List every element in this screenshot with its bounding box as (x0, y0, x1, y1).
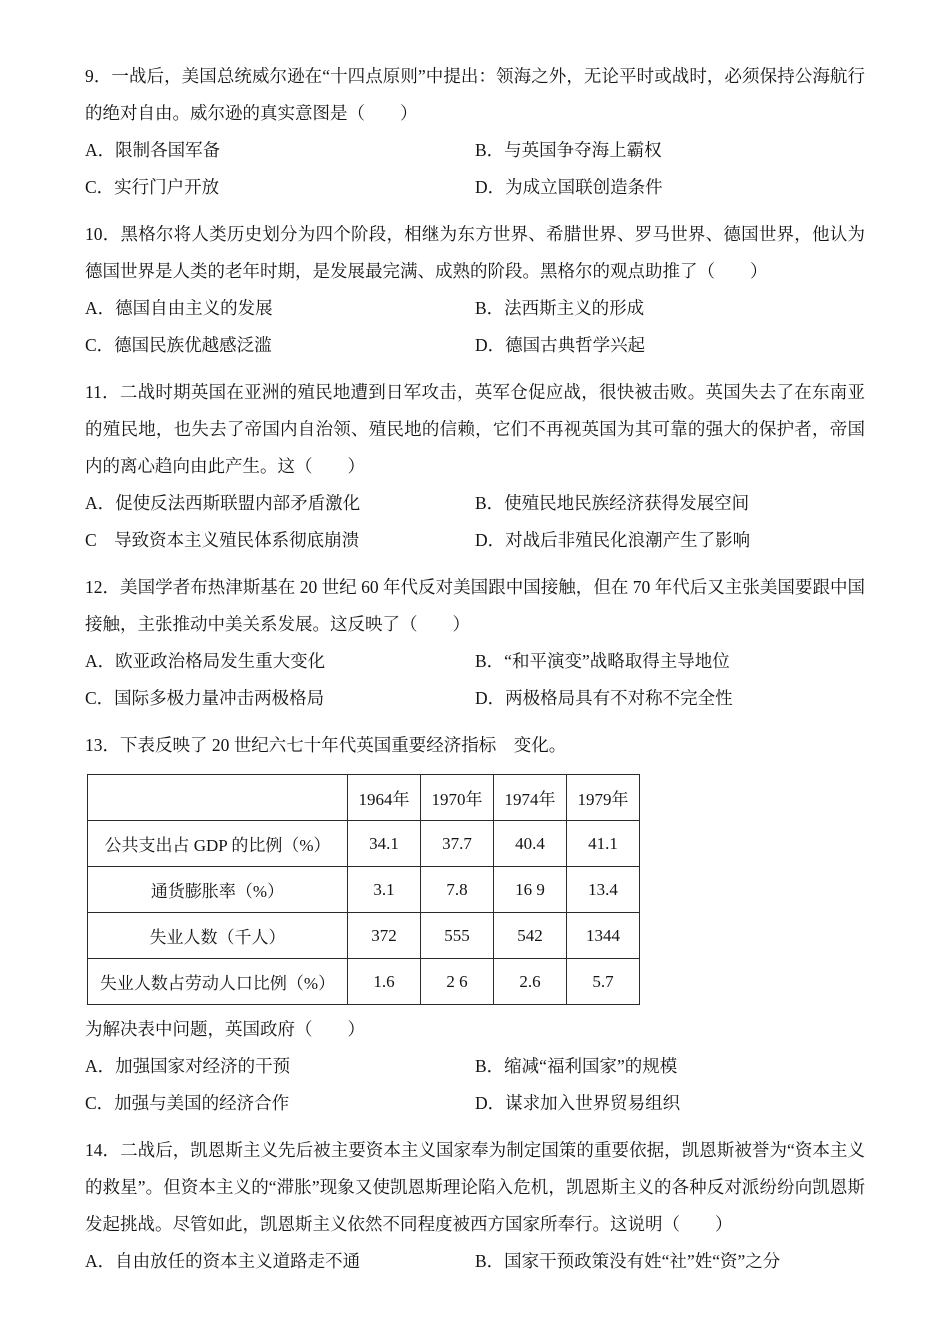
question-10-stem: 10．黑格尔将人类历史划分为四个阶段，相继为东方世界、希腊世界、罗马世界、德国世界，他认为德国世界是人类的老年时期，是发展最完满、成熟的阶段。黑格尔的观点助推了（ ） (85, 224, 865, 281)
question-9-options-row-1 (85, 132, 865, 169)
question-9-option-b: B．与英国争夺海上霸权 (475, 140, 662, 160)
question-12-option-a: A．欧亚政治格局发生重大变化 (85, 651, 326, 671)
table-cell: 372 (348, 913, 421, 959)
table-header-1979: 1979年 (567, 775, 640, 821)
question-11-option-d: D．对战后非殖民化浪潮产生了影响 (475, 530, 751, 550)
question-9-option-d: D．为成立国联创造条件 (475, 177, 663, 197)
question-12-options-row-1 (85, 643, 865, 680)
question-12-option-d: D．两极格局具有不对称不完全性 (475, 688, 733, 708)
table-row (88, 913, 640, 959)
question-13-option-c: C．加强与美国的经济合作 (85, 1093, 290, 1113)
question-14-options-row-1 (85, 1243, 865, 1280)
question-11-options-row-1 (85, 485, 865, 522)
row-label-unemployment-rate: 失业人数占劳动人口比例（%） (88, 959, 348, 1005)
question-9-option-c: C．实行门户开放 (85, 177, 220, 197)
table-cell: 2.6 (494, 959, 567, 1005)
question-11 (85, 374, 865, 559)
table-header-row (88, 775, 640, 821)
table-header-1970: 1970年 (421, 775, 494, 821)
table-cell: 3.1 (348, 867, 421, 913)
question-9-stem: 9．一战后，美国总统威尔逊在“十四点原则”中提出：领海之外，无论平时或战时，必须保持公海航行的绝对自由。威尔逊的真实意图是（ ） (85, 66, 865, 123)
question-9-option-a: A．限制各国军备 (85, 140, 221, 160)
table-cell: 7.8 (421, 867, 494, 913)
table-corner-cell (88, 775, 348, 821)
question-12 (85, 569, 865, 717)
table-row (88, 959, 640, 1005)
question-11-option-a: A．促使反法西斯联盟内部矛盾激化 (85, 493, 361, 513)
table-cell: 41.1 (567, 821, 640, 867)
question-13-options-row-2 (85, 1085, 865, 1122)
table-row (88, 821, 640, 867)
question-12-option-c: C．国际多极力量冲击两极格局 (85, 688, 325, 708)
table-cell: 542 (494, 913, 567, 959)
question-10-option-a: A．德国自由主义的发展 (85, 298, 273, 318)
question-14 (85, 1132, 865, 1280)
row-label-public-spending: 公共支出占 GDP 的比例（%） (88, 821, 348, 867)
table-cell: 16 9 (494, 867, 567, 913)
table-cell: 5.7 (567, 959, 640, 1005)
table-cell: 13.4 (567, 867, 640, 913)
question-13-options-row-1 (85, 1048, 865, 1085)
question-13 (85, 727, 865, 1122)
row-label-inflation: 通货膨胀率（%） (88, 867, 348, 913)
question-13-option-b: B．缩减“福利国家”的规模 (475, 1056, 678, 1076)
table-cell: 37.7 (421, 821, 494, 867)
question-12-options-row-2 (85, 680, 865, 717)
question-14-stem: 14．二战后，凯恩斯主义先后被主要资本主义国家奉为制定国策的重要依据，凯恩斯被誉为“资本主义的救星”。但资本主义的“滞胀”现象又使凯恩斯理论陷入危机，凯恩斯主义的各种反对派纷纷向凯恩斯发起挑战。尽管如此，凯恩斯主义依然不同程度被西方国家所奉行。这说明（ ） (85, 1140, 865, 1234)
question-13-option-d: D．谋求加入世界贸易组织 (475, 1093, 681, 1113)
table-cell: 40.4 (494, 821, 567, 867)
question-12-stem: 12．美国学者布热津斯基在 20 世纪 60 年代反对美国跟中国接触，但在 70 年代后又主张美国要跟中国接触，主张推动中美关系发展。这反映了（ ） (85, 577, 865, 634)
table-cell: 1344 (567, 913, 640, 959)
table-row (88, 867, 640, 913)
question-10-option-d: D．德国古典哲学兴起 (475, 335, 646, 355)
question-14-option-a: A．自由放任的资本主义道路走不通 (85, 1251, 361, 1271)
question-11-options-row-2 (85, 522, 865, 559)
table-header-1974: 1974年 (494, 775, 567, 821)
question-11-stem: 11．二战时期英国在亚洲的殖民地遭到日军攻击，英军仓促应战，很快被击败。英国失去了在东南亚的殖民地，也失去了帝国内自治领、殖民地的信赖，它们不再视英国为其可靠的强大的保护者，帝国内的离心趋向由此产生。这（ ） (85, 382, 865, 476)
question-9-options-row-2 (85, 169, 865, 206)
question-9 (85, 58, 865, 206)
question-14-option-b: B．国家干预政策没有姓“社”姓“资”之分 (475, 1251, 781, 1271)
table-cell: 1.6 (348, 959, 421, 1005)
question-10-option-b: B．法西斯主义的形成 (475, 298, 645, 318)
table-cell: 2 6 (421, 959, 494, 1005)
economic-indicators-table (87, 774, 640, 1005)
question-11-option-b: B．使殖民地民族经济获得发展空间 (475, 493, 750, 513)
question-12-option-b: B．“和平演变”战略取得主导地位 (475, 651, 730, 671)
table-cell: 555 (421, 913, 494, 959)
question-10-option-c: C．德国民族优越感泛滥 (85, 335, 272, 355)
question-13-stem: 13．下表反映了 20 世纪六七十年代英国重要经济指标 变化。 (85, 735, 567, 755)
question-10-options-row-1 (85, 290, 865, 327)
table-header-1964: 1964年 (348, 775, 421, 821)
question-10 (85, 216, 865, 364)
question-13-option-a: A．加强国家对经济的干预 (85, 1056, 291, 1076)
question-13-closing: 为解决表中问题，英国政府（ ） (85, 1019, 365, 1039)
question-11-option-c: C 导致资本主义殖民体系彻底崩溃 (85, 530, 360, 550)
table-cell: 34.1 (348, 821, 421, 867)
question-10-options-row-2 (85, 327, 865, 364)
row-label-unemployed-count: 失业人数（千人） (88, 913, 348, 959)
